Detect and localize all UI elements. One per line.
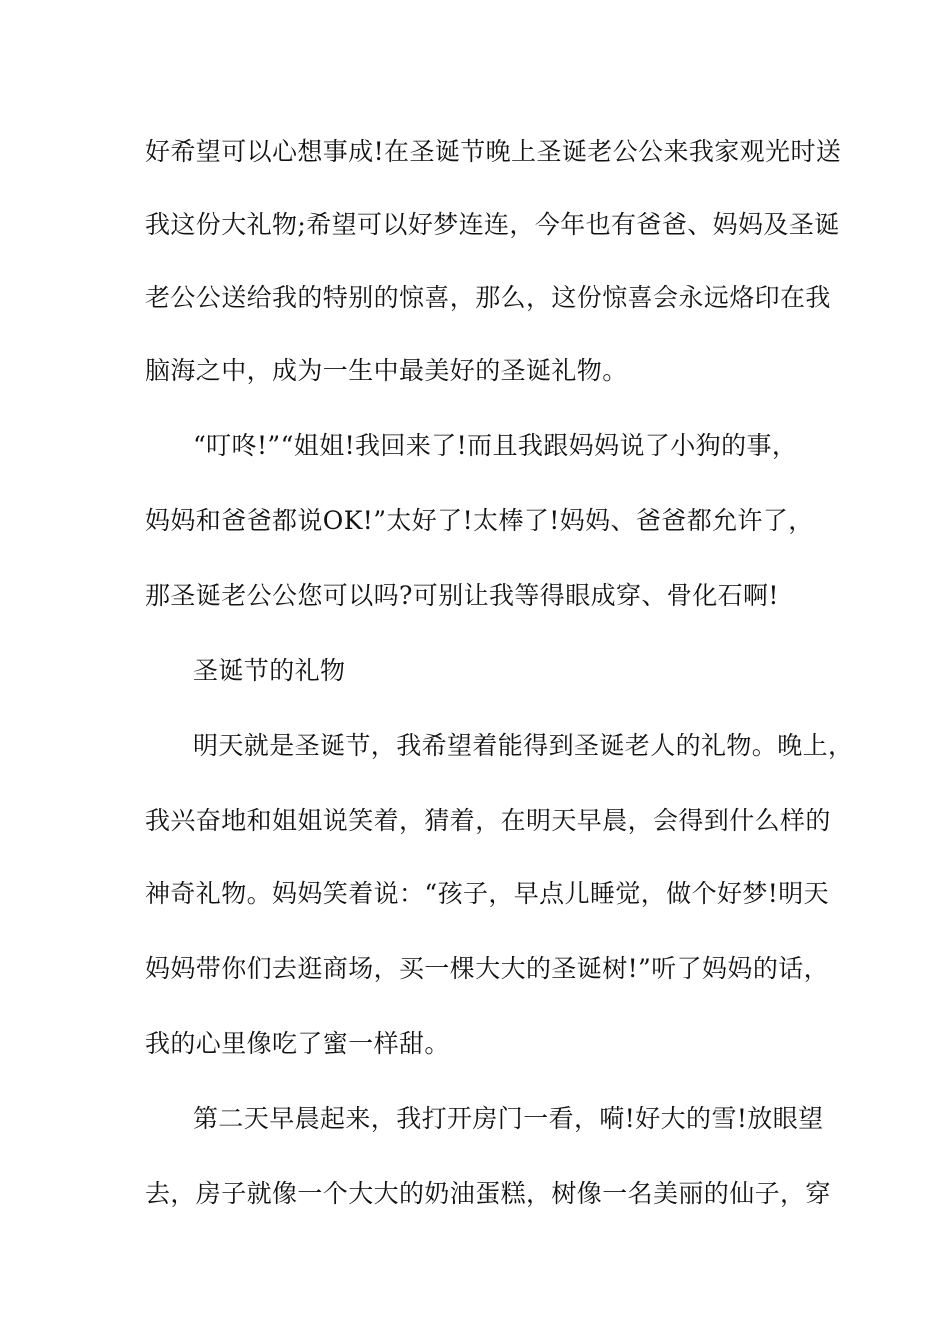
section-heading: 圣诞节的礼物 — [193, 656, 346, 685]
text-line: 神奇礼物。妈妈笑着说：“孩子，早点儿睡觉，做个好梦!明天 — [145, 879, 830, 908]
text-line: 明天就是圣诞节，我希望着能得到圣诞老人的礼物。晚上， — [193, 731, 854, 760]
text-line: 妈妈带你们去逛商场，买一棵大大的圣诞树!”听了妈妈的话， — [145, 954, 830, 983]
text-line: 第二天早晨起来，我打开房门一看，嗬!好大的雪!放眼望 — [193, 1104, 824, 1133]
text-line: 去，房子就像一个大大的奶油蛋糕，树像一名美丽的仙子，穿 — [145, 1179, 831, 1208]
text-line: 脑海之中，成为一生中最美好的圣诞礼物。 — [145, 356, 628, 385]
text-line: “叮咚!”“姐姐!我回来了!而且我跟妈妈说了小狗的事， — [193, 431, 798, 460]
text-line: 妈妈和爸爸都说OK!”太好了!太棒了!妈妈、爸爸都允许了， — [145, 506, 814, 535]
text-line: 好希望可以心想事成!在圣诞节晚上圣诞老公公来我家观光时送 — [145, 137, 842, 166]
text-line: 那圣诞老公公您可以吗?可别让我等得眼成穿、骨化石啊! — [145, 581, 779, 610]
text-line: 老公公送给我的特别的惊喜，那么，这份惊喜会永远烙印在我 — [145, 283, 831, 312]
text-line: 我的心里像吃了蜜一样甜。 — [145, 1029, 450, 1058]
text-line: 我这份大礼物;希望可以好梦连连，今年也有爸爸、妈妈及圣诞 — [145, 210, 840, 239]
text-line: 我兴奋地和姐姐说笑着，猜着，在明天早晨，会得到什么样的 — [145, 806, 831, 835]
